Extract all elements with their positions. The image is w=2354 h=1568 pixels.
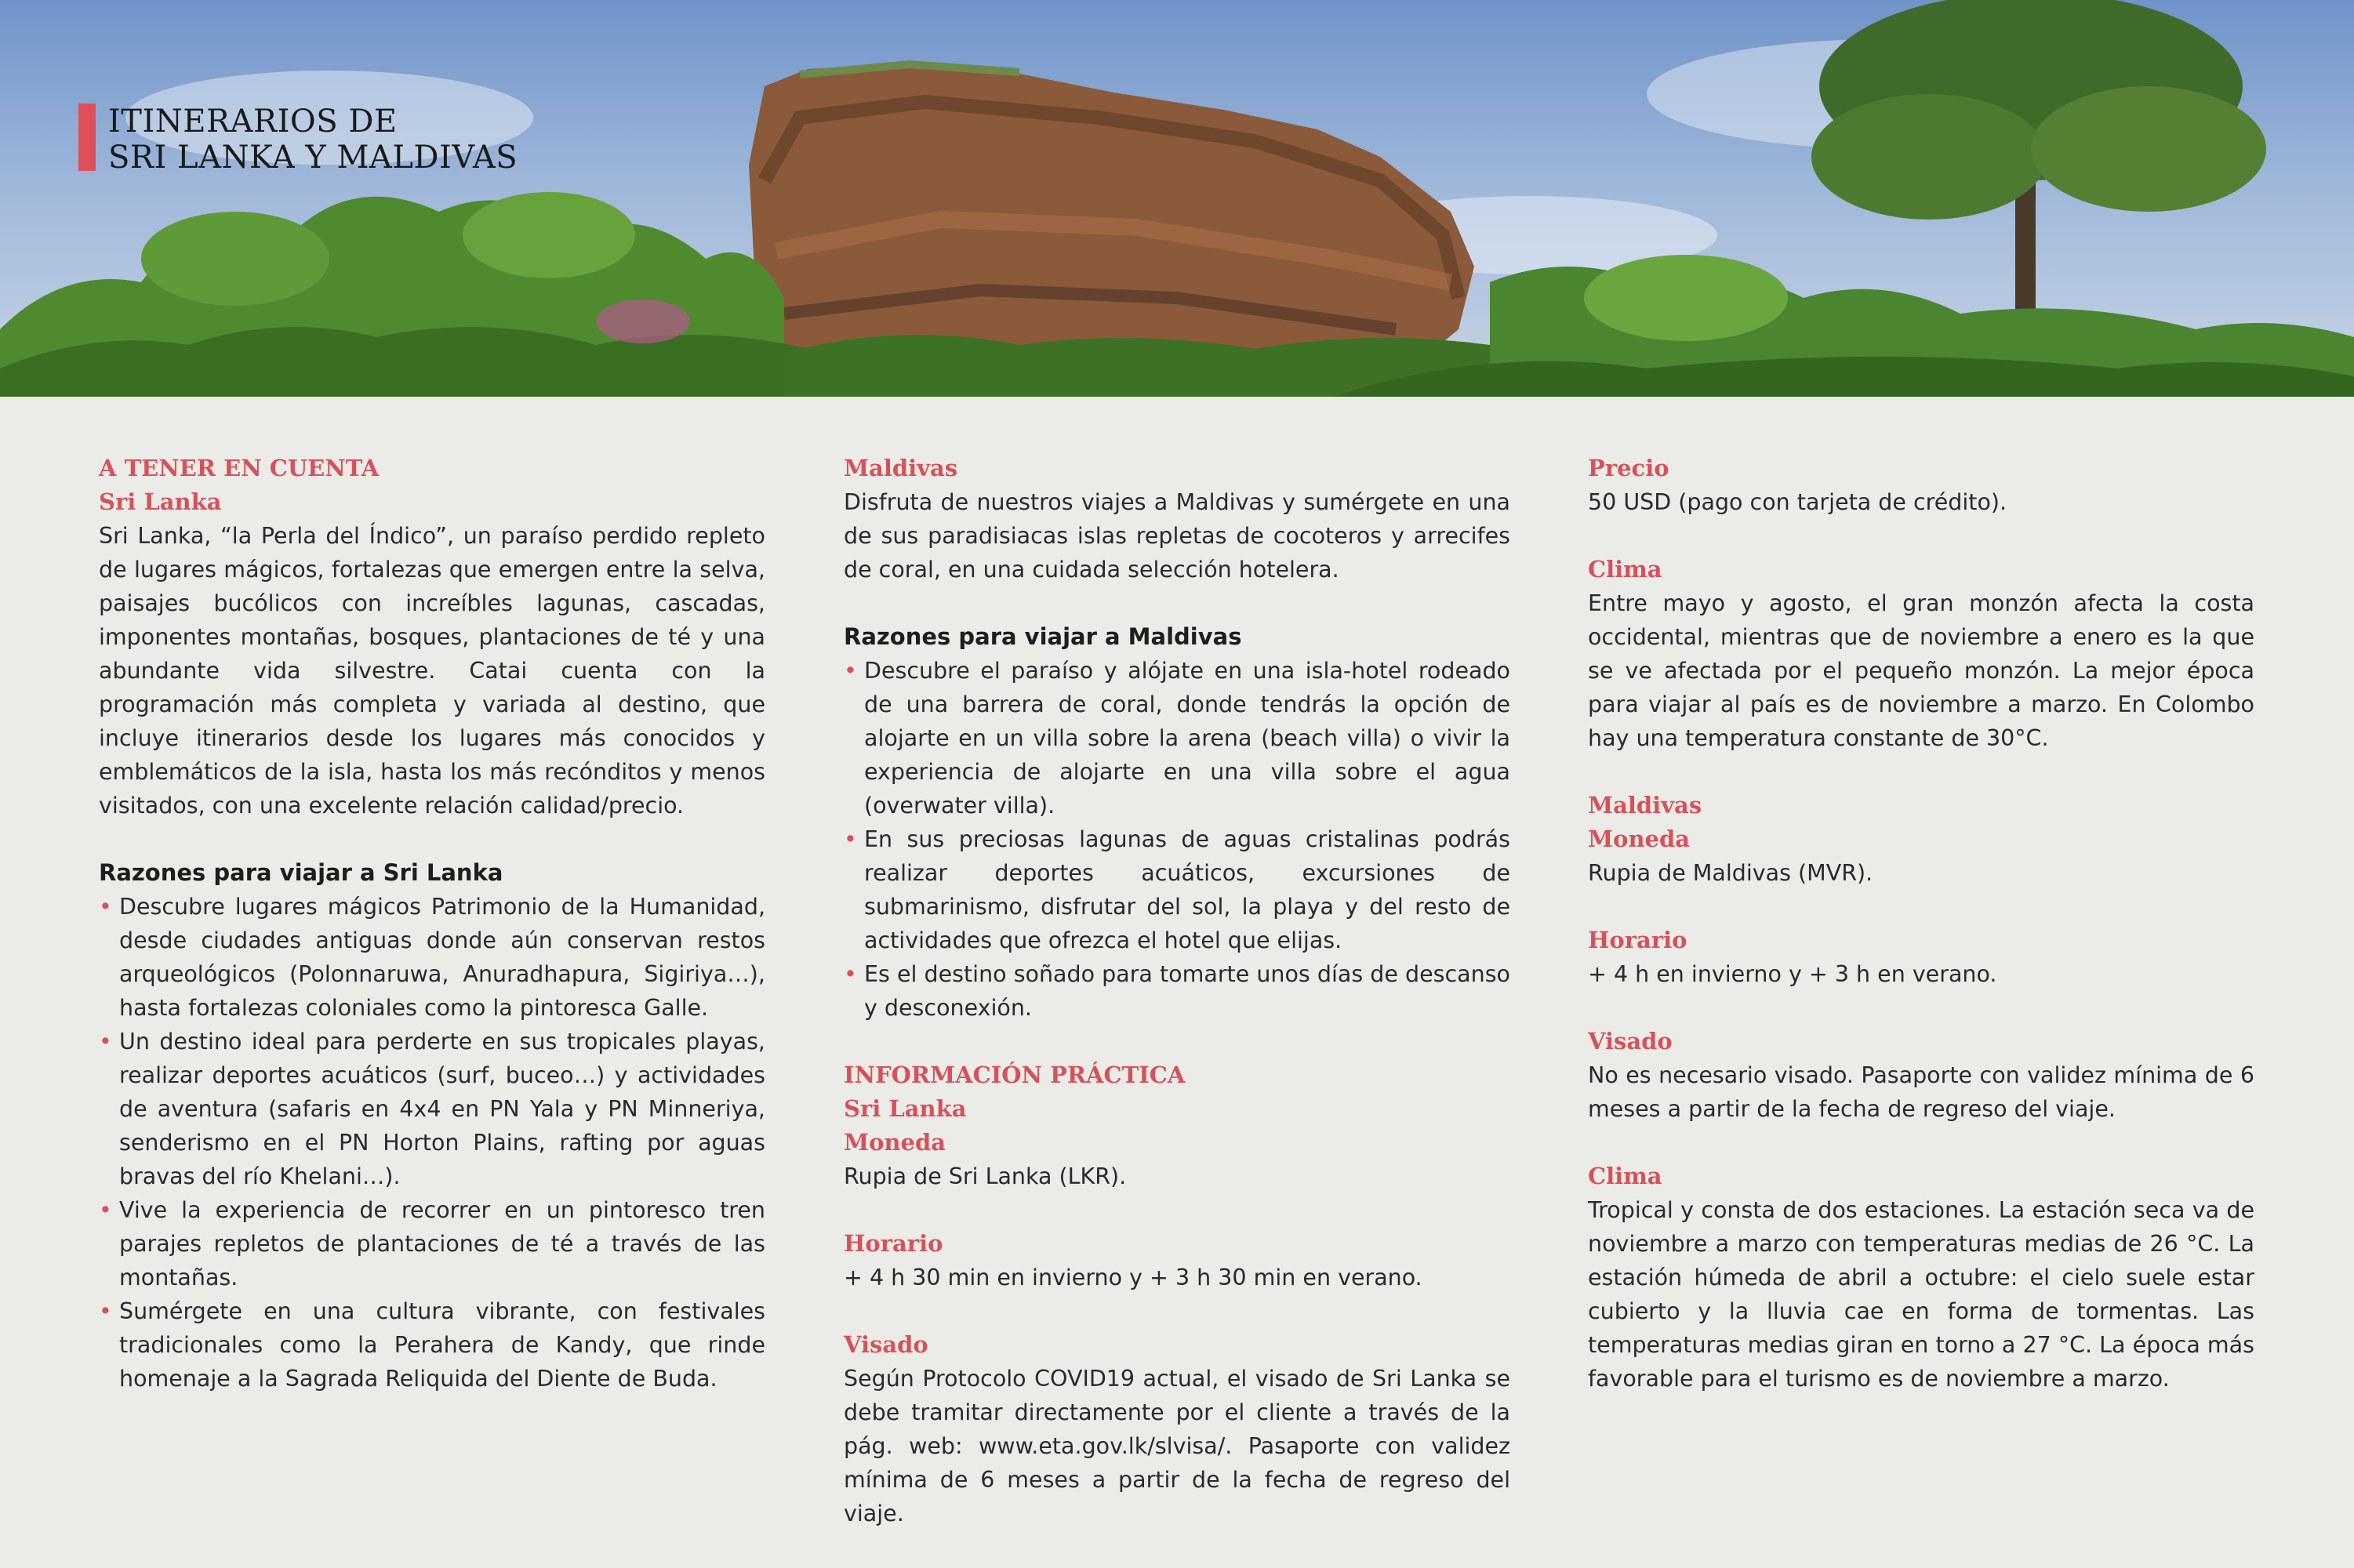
- list-item: • En sus preciosas lagunas de aguas cristalinas podrás realizar deportes acuáticos, excursiones de submarinismo, disfrutar del sol, la playa y del resto de actividades que ofrezca el hotel que elijas.: [844, 822, 1510, 957]
- hero-illustration: [0, 0, 2354, 397]
- visado-heading-maldivas: Visado: [1588, 1028, 1673, 1054]
- column-sri-lanka: [99, 452, 765, 1396]
- horario-text: + 4 h 30 min en invierno y + 3 h 30 min en verano.: [844, 1265, 1422, 1290]
- reasons-list-maldivas: [844, 654, 1510, 1025]
- reasons-list-sri-lanka: [99, 890, 765, 1396]
- clima-heading: Clima: [1588, 556, 1662, 583]
- info-heading: INFORMACIÓN PRÁCTICA: [844, 1062, 1186, 1088]
- maldivas-intro: Disfruta de nuestros viajes a Maldivas y sumérgete en una de sus paradisiacas islas repletas de cocoteros y arrecifes de coral, en una cuidada selección hotelera.: [844, 489, 1510, 583]
- horario-heading-maldivas: Horario: [1588, 927, 1687, 953]
- moneda-text-maldivas: Rupia de Maldivas (MVR).: [1588, 860, 1873, 886]
- list-item: • Un destino ideal para perderte en sus tropicales playas, realizar deportes acuáticos (surf, buceo…) y actividades de aventura (safaris en 4x4 en PN Yala y PN Minneriya, senderismo en el PN Horton Plains, rafting por aguas bravas del río Khelani…).: [99, 1025, 765, 1193]
- visado-text-maldivas: No es necesario visado. Pasaporte con validez mínima de 6 meses a partir de la fecha de regreso del viaje.: [1588, 1062, 2254, 1122]
- list-item: • Descubre el paraíso y alójate en una isla-hotel rodeado de una barrera de coral, donde tendrás la opción de alojarte en un villa sobre la arena (beach villa) o vivir la experiencia de alojarte en una villa sobre el agua (overwater villa).: [844, 654, 1510, 822]
- section-heading: A TENER EN CUENTA: [99, 455, 380, 481]
- maldivas-heading: Maldivas: [844, 455, 958, 481]
- clima-text: Entre mayo y agosto, el gran monzón afecta la costa occidental, mientras que de noviembre a enero es la que se ve afectada por el pequeño monzón. La mejor época para viajar al país es de noviembre a marzo. En Colombo hay una temperatura constante de 30°C.: [1588, 590, 2254, 751]
- moneda-heading: Moneda: [844, 1129, 946, 1156]
- clima-text-maldivas: Tropical y consta de dos estaciones. La estación seca va de noviembre a marzo con temperaturas medias de 26 °C. La estación húmeda de abril a octubre: el cielo suele estar cubierto y la lluvia cae en forma de tormentas. Las temperaturas medias giran en torno a 27 °C. La época más favorable para el turismo es de noviembre a marzo.: [1588, 1197, 2254, 1392]
- horario-text-maldivas: + 4 h en invierno y + 3 h en verano.: [1588, 961, 1997, 987]
- reasons-heading-sri-lanka: Razones para viajar a Sri Lanka: [99, 859, 503, 886]
- moneda-text: Rupia de Sri Lanka (LKR).: [844, 1163, 1127, 1189]
- moneda-heading-maldivas: Moneda: [1588, 826, 1691, 852]
- maldivas-info-heading: Maldivas: [1588, 792, 1702, 818]
- list-item: • Es el destino soñado para tomarte unos días de descanso y desconexión.: [844, 957, 1510, 1025]
- title-line-1: ITINERARIOS DE: [108, 103, 398, 140]
- list-item: • Sumérgete en una cultura vibrante, con festivales tradicionales como la Perahera de Kandy, que rinde homenaje a la Sagrada Reliquida del Diente de Buda.: [99, 1294, 765, 1396]
- reasons-heading-maldivas: Razones para viajar a Maldivas: [844, 623, 1242, 650]
- list-item: • Descubre lugares mágicos Patrimonio de la Humanidad, desde ciudades antiguas donde aún conservan restos arqueológicos (Polonnaruwa, Anuradhapura, Sigiriya…), hasta fortalezas coloniales como la pintoresca Galle.: [99, 890, 765, 1025]
- list-item: • Vive la experiencia de recorrer en un pintoresco tren parajes repletos de plantaciones de té a través de las montañas.: [99, 1193, 765, 1294]
- visado-text: Según Protocolo COVID19 actual, el visado de Sri Lanka se debe tramitar directamente por el cliente a través de la pág. web: www.eta.gov.lk/slvisa/. Pasaporte con validez mínima de 6 meses a partir de la fecha de regreso del viaje.: [844, 1366, 1510, 1526]
- title-line-2: SRI LANKA Y MALDIVAS: [108, 140, 518, 176]
- precio-text: 50 USD (pago con tarjeta de crédito).: [1588, 489, 2007, 515]
- precio-heading: Precio: [1588, 455, 1669, 481]
- subheading-sri-lanka: Sri Lanka: [99, 488, 222, 515]
- clima-heading-maldivas: Clima: [1588, 1163, 1662, 1189]
- horario-heading: Horario: [844, 1230, 943, 1257]
- visado-heading: Visado: [844, 1331, 928, 1358]
- column-maldivas: [844, 452, 1510, 1530]
- page-title: [78, 103, 518, 176]
- info-subheading-sri-lanka: Sri Lanka: [844, 1095, 967, 1122]
- hero-photo-sigiriya: [0, 0, 2354, 397]
- column-practical-info: [1588, 452, 2254, 1396]
- sri-lanka-intro: Sri Lanka, “la Perla del Índico”, un paraíso perdido repleto de lugares mágicos, fortalezas que emergen entre la selva, paisajes bucólicos con increíbles lagunas, cascadas, imponentes montañas, bosques, plantaciones de té y una abundante vida silvestre. Catai cuenta con la programación más completa y variada al destino, que incluye itinerarios desde los lugares más conocidos y emblemáticos de la isla, hasta los más recónditos y menos visitados, con una excelente relación calidad/precio.: [99, 523, 765, 818]
